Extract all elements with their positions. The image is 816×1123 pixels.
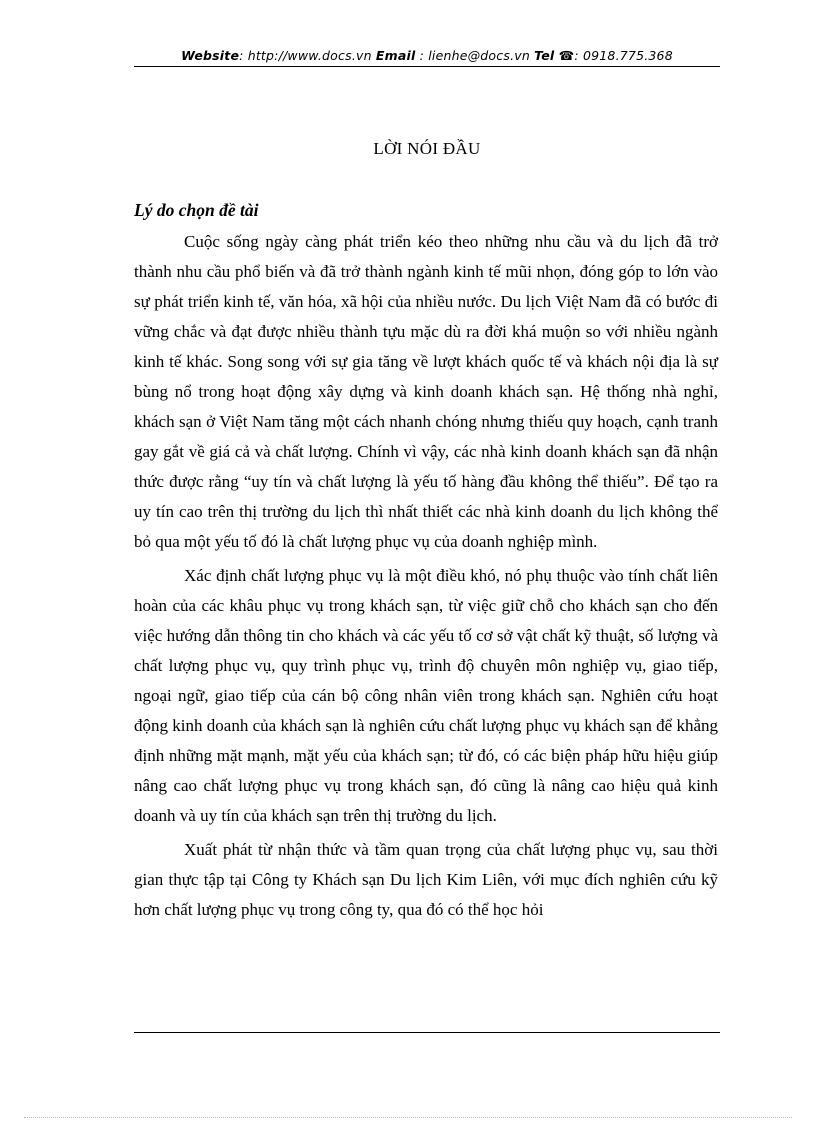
section-heading: Lý do chọn đề tài (134, 200, 259, 220)
header-divider (134, 66, 720, 67)
email-address: : lienhe@docs.vn (415, 48, 535, 63)
tel-label: Tel (534, 48, 555, 63)
page-title: LỜI NÓI ĐẦU (373, 139, 481, 158)
website-label: Website (181, 48, 240, 63)
paragraph: Xuất phát từ nhận thức và tầm quan trọng của chất lượng phục vụ, sau thời gian thực tập tại Công ty Khách sạn Du lịch Kim Liên, với mục đích nghiên cứu kỹ hơn chất lượng phục vụ trong công ty, qua đó có thể học hỏi (134, 840, 718, 919)
body-text (134, 227, 718, 929)
phone-number: : 0918.775.368 (574, 48, 673, 63)
page-edge (24, 1117, 792, 1118)
footer-divider (134, 1032, 720, 1033)
email-label: Email (375, 48, 416, 63)
website-url: : http://www.docs.vn (239, 48, 376, 63)
phone-icon: ☎ (558, 48, 575, 63)
page-header (134, 48, 720, 63)
paragraph: Cuộc sống ngày càng phát triển kéo theo những nhu cầu và du lịch đã trở thành nhu cầu phổ biến và đã trở thành ngành kinh tế mũi nhọn, đóng góp to lớn vào sự phát triển kinh tế, văn hóa, xã hội của nhiều nước. Du lịch Việt Nam đã có bước đi vững chắc và đạt được nhiều thành tựu mặc dù ra đời khá muộn so với nhiều ngành kinh tế khác. Song song với sự gia tăng về lượt khách quốc tế và khách nội địa là sự bùng nổ trong hoạt động xây dựng và kinh doanh khách sạn. Hệ thống nhà nghỉ, khách sạn ở Việt Nam tăng một cách nhanh chóng nhưng thiếu quy hoạch, cạnh tranh gay gắt về giá cả và chất lượng. Chính vì vậy, các nhà kinh doanh khách sạn đã nhận thức được rằng “uy tín và chất lượng là yếu tố hàng đầu không thể thiếu”. Để tạo ra uy tín cao trên thị trường du lịch thì nhất thiết các nhà kinh doanh du lịch không thể bỏ qua một yếu tố đó là chất lượng phục vụ của doanh nghiệp mình. (134, 232, 718, 551)
paragraph: Xác định chất lượng phục vụ là một điều khó, nó phụ thuộc vào tính chất liên hoàn của các khâu phục vụ trong khách sạn, từ việc giữ chỗ cho khách sạn cho đến việc hướng dẫn thông tin cho khách và các yếu tố cơ sở vật chất kỹ thuật, số lượng và chất lượng phục vụ, quy trình phục vụ, trình độ chuyên môn nghiệp vụ, giao tiếp, ngoại ngữ, giao tiếp của cán bộ công nhân viên trong khách sạn. Nghiên cứu hoạt động kinh doanh của khách sạn là nghiên cứu chất lượng phục vụ khách sạn để khẳng định những mặt mạnh, mặt yếu của khách sạn; từ đó, có các biện pháp hữu hiệu giúp nâng cao chất lượng phục vụ trong khách sạn, đó cũng là nâng cao hiệu quả kinh doanh và uy tín của khách sạn trên thị trường du lịch. (134, 566, 718, 825)
